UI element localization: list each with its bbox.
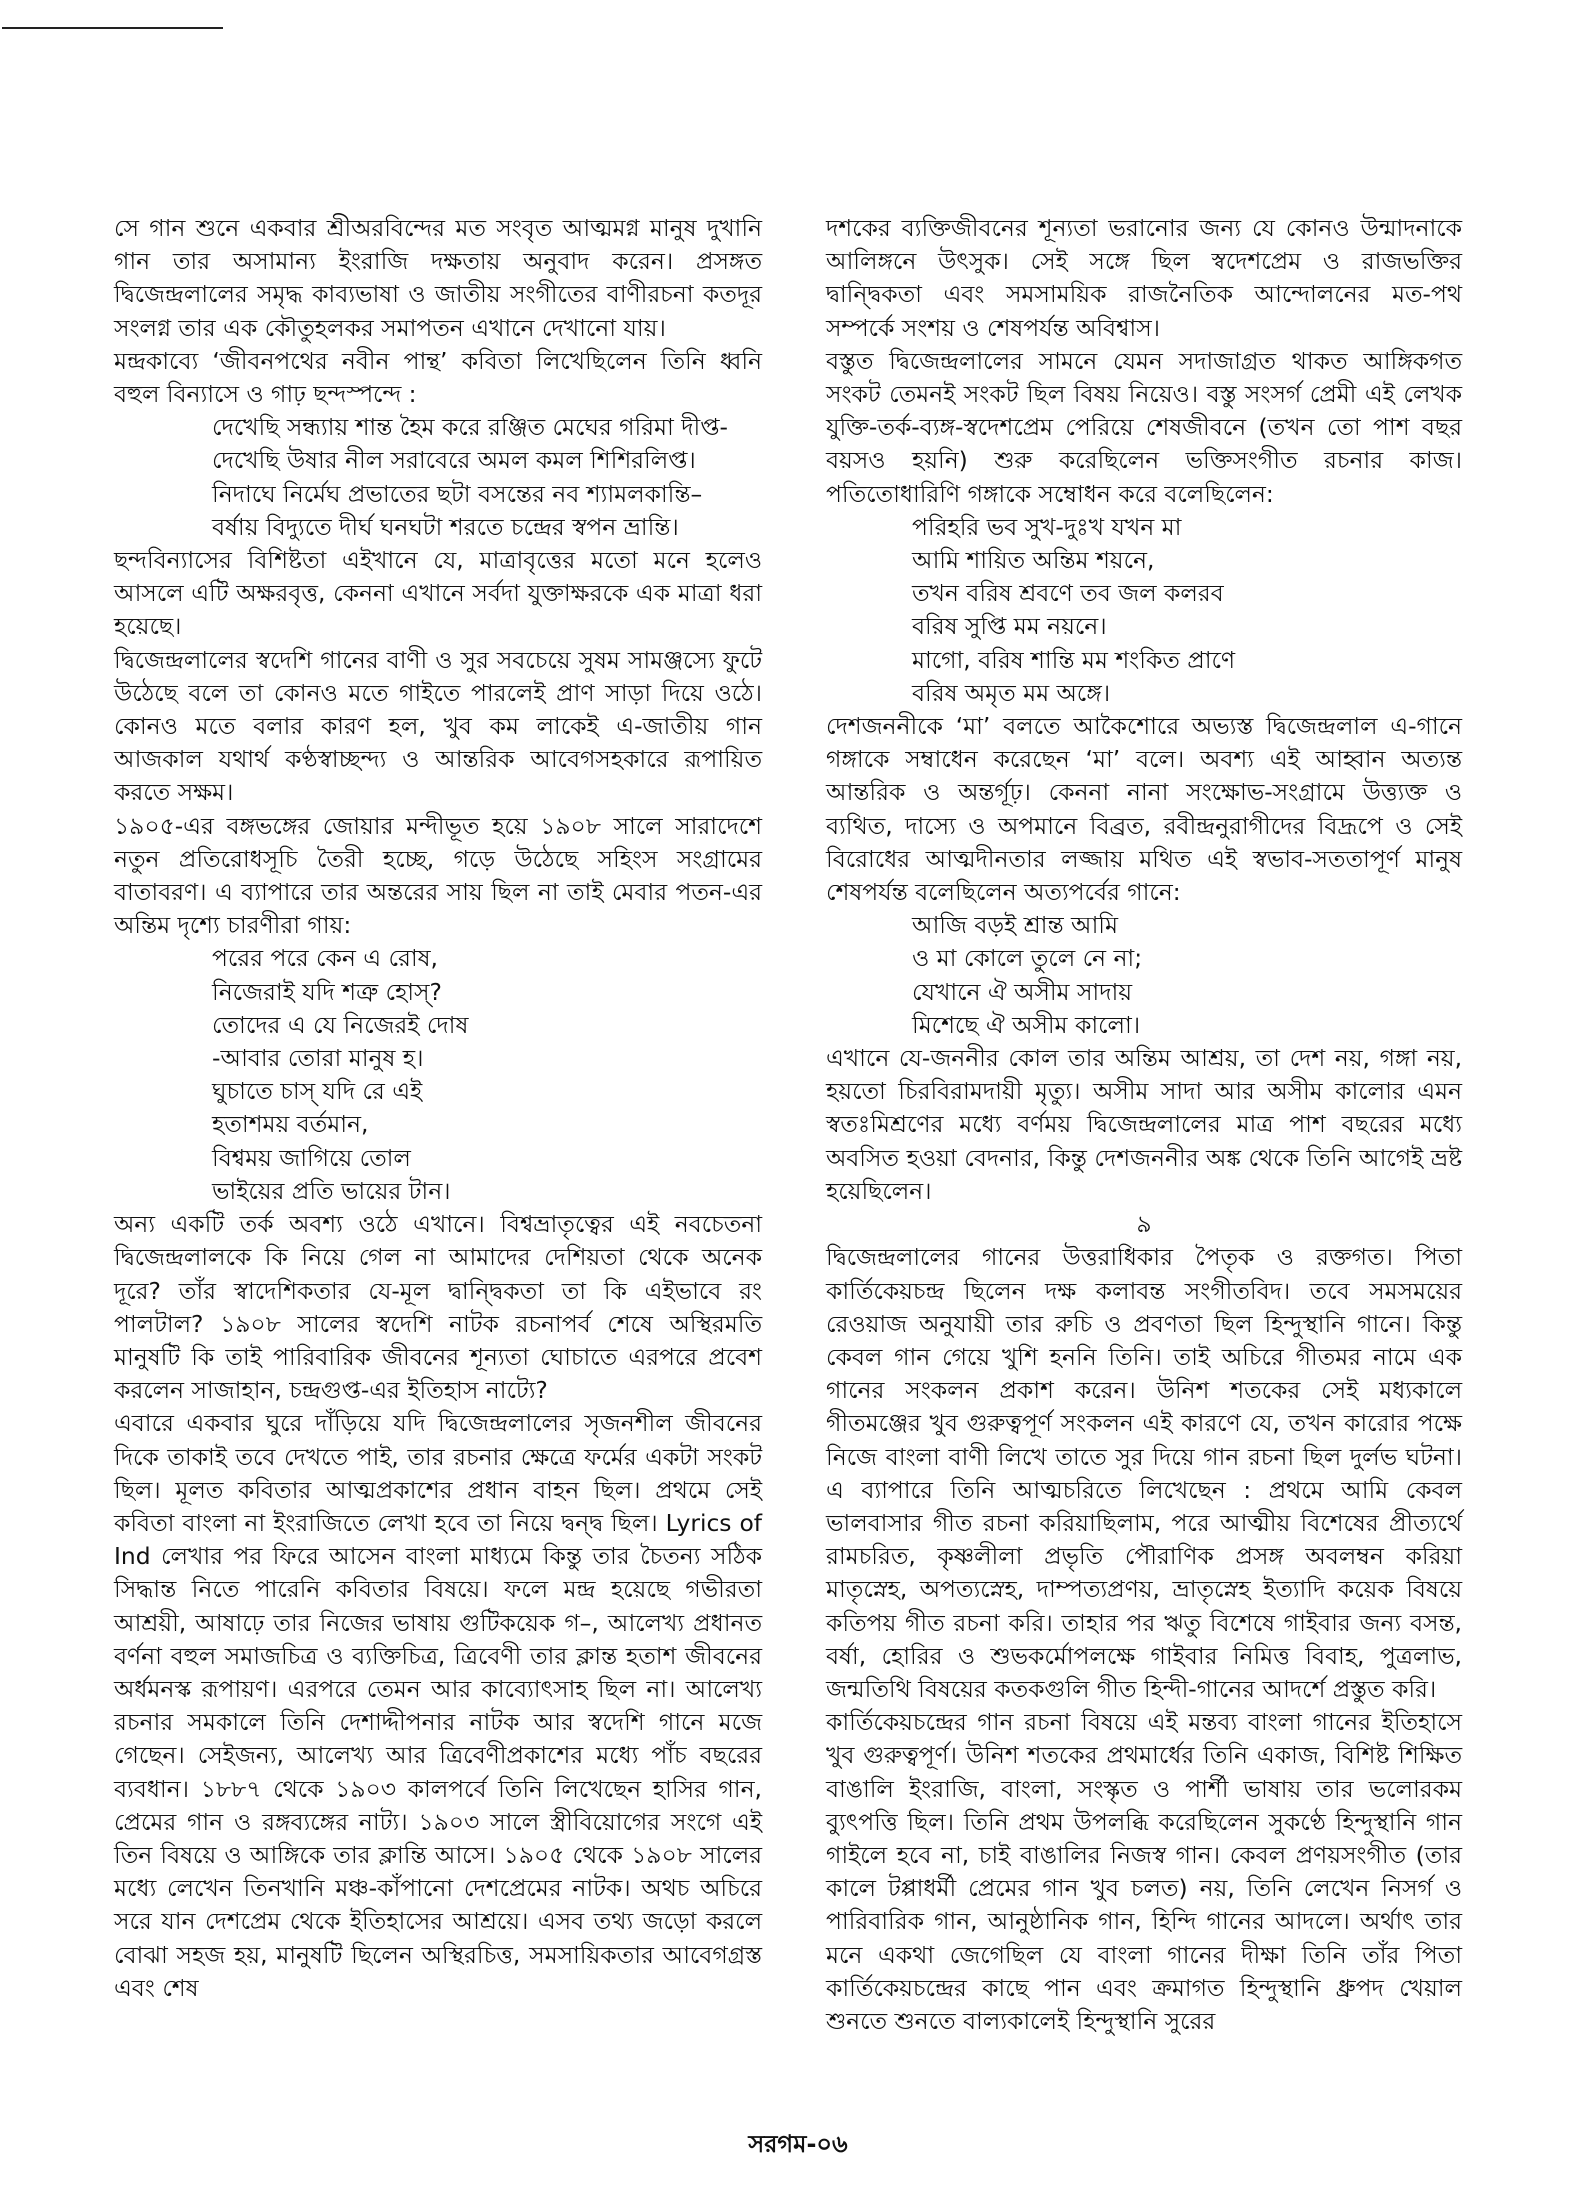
verse-line: আজি বড়ই শ্রান্ত আমি — [912, 911, 1118, 940]
verse-jibanpath — [114, 411, 762, 544]
verse-line: ভাইয়ের প্রতি ভায়ের টান। — [212, 1176, 451, 1205]
right-paragraph-6: কার্তিকেয়চন্দ্রের গান রচনা বিষয়ে এই মন্তব্য বাংলা গানের ইতিহাসে খুব গুরুত্বপূর্ণ। উনিশ শতকের প্রথমার্ধের তিনি একাজ, বিশিষ্ট শিক্ষিত বাঙালি ইংরাজি, বাংলা, সংস্কৃত ও পার্শী ভাষায় তার ভলোরকম ব্যুৎপত্তি ছিল। তিনি প্রথম উপলব্ধি করেছিলেন সুকণ্ঠে হিন্দুস্থানি গান গাইলে হবে না, চাই বাঙালির নিজস্ব গান। কেবল প্রণয়সংগীত (তার কালে টপ্পাধর্মী প্রেমের গান খুব চলত) নয়, তিনি লেখেন নিসর্গ ও পারিবারিক গান, আনুষ্ঠানিক গান, হিন্দি গানের আদলে। অর্থাৎ তার মনে একথা জেগেছিল যে বাংলা গানের দীক্ষা তিনি তাঁর পিতা কার্তিকেয়চন্দ্রের কাছে পান এবং ক্রমাগত হিন্দুস্থানি ধ্রুপদ খেয়াল শুনতে শুনতে বাল্যকালেই হিন্দুস্থানি সুরের — [826, 1708, 1462, 2035]
right-paragraph-3: দেশজননীকে ‘মা’ বলতে আকৈশোরে অভ্যস্ত দ্বিজেন্দ্রলাল এ-গানে গঙ্গাকে সম্বাধেন করেছেন ‘মা’ বলে। অবশ্য এই আহ্বান অত্যন্ত আন্তরিক ও অন্তর্গূঢ়। কেননা নানা সংক্ষোভ-সংগ্রামে উত্ত্যক্ত ও ব্যথিত, দাস্যে ও অপমানে বিব্রত, রবীন্দ্রনুরাগীদের বিদ্রূপে ও সেই বিরোধের আত্মদীনতার লজ্জায় মথিত এই স্বভাব-সততাপূর্ণ মানুষ শেষপর্যন্ত বলেছিলেন অত্যপর্বের গানে: — [826, 712, 1462, 907]
right-paragraph-5: দ্বিজেন্দ্রলালের গানের উত্তরাধিকার পৈতৃক ও রক্তগত। পিতা কার্তিকেয়চন্দ্র ছিলেন দক্ষ কলাবন্ত সংগীতবিদ। তবে সমসময়ের রেওয়াজ অনুযায়ী তার রুচি ও প্রবণতা ছিল হিন্দুস্থানি গানে। কিন্তু কেবল গান গেয়ে খুশি হননি তিনি। তাই অচিরে গীতমর নামে এক গানের সংকলন প্রকাশ করেন। উনিশ শতকের সেই মধ্যকালে গীতমঞ্জের খুব গুরুত্বপূর্ণ সংকলন এই কারণে যে, তখন কারোর পক্ষে নিজে বাংলা বাণী লিখে তাতে সুর দিয়ে গান রচনা ছিল দুর্লভ ঘটনা। এ ব্যাপারে তিনি আত্মচরিতে লিখেছেন : প্রথমে আমি কেবল ভালবাসার গীত রচনা করিয়াছিলাম, পরে আত্মীয় বিশেষের প্রীত্যর্থে রামচরিত, কৃষ্ণলীলা প্রভৃতি পৌরাণিক প্রসঙ্গ অবলম্বন করিয়া মাতৃস্নেহ, অপত্যস্নেহ, দাম্পত্যপ্রণয়, ভ্রাতৃস্নেহ ইত্যাদি কয়েক বিষয়ে কতিপয় গীত রচনা করি। তাহার পর ঋতু বিশেষে গাইবার জন্য বসন্ত, বর্ষা, হোরির ও শুভকর্মোপলক্ষে গাইবার নিমিত্ত বিবাহ, পুত্রলাভ, জন্মতিথি বিষয়ের কতকগুলি গীত হিন্দী-গানের আদর্শে প্রস্তুত করি। — [826, 1243, 1462, 1703]
left-paragraph-3: ছন্দবিন্যাসের বিশিষ্টতা এইখানে যে, মাত্রাবৃত্তের মতো মনে হলেও আসলে এটি অক্ষরবৃত্ত, কেননা এখানে সর্বদা যুক্তাক্ষরকে এক মাত্রা ধরা হয়েছে। — [114, 546, 762, 641]
verse-line: বর্ষায় বিদ্যুতে দীর্ঘ ঘনঘটা শরতে চন্দ্রের স্বপন ভ্রান্তি। — [212, 512, 679, 541]
verse-line: মাগো, বরিষ শান্তি মম শংকিত প্রাণে — [912, 645, 1236, 674]
verse-line: যেখানে ঐ অসীম সাদায় — [912, 977, 1133, 1006]
verse-line: পরের পরে কেন এ রোষ, — [212, 944, 438, 973]
right-paragraph-4: এখানে যে-জননীর কোল তার অন্তিম আশ্রয়, তা দেশ নয়, গঙ্গা নয়, হয়তো চিরবিরামদায়ী মৃত্যু। অসীম সাদা আর অসীম কালোর এমন স্বতঃমিশ্রণের মধ্যে বর্ণময় দ্বিজেন্দ্রলালের মাত্র পাশ বছরের মধ্যে অবসিত হওয়া বেদনার, কিন্তু দেশজননীর অঙ্ক থেকে তিনি আগেই ভ্রষ্ট হয়েছিলেন। — [826, 1044, 1462, 1205]
page-footer: সরগম-০৬ — [748, 2130, 848, 2158]
verse-line: নিদাঘে নির্মেঘ প্রভাতের ছটা বসন্তের নব শ্যামলকান্তি– — [212, 479, 703, 508]
verse-line: তখন বরিষ শ্রবণে তব জল কলরব — [912, 579, 1224, 608]
left-column — [114, 212, 762, 2005]
left-paragraph-6: অন্য একটি তর্ক অবশ্য ওঠে এখানে। বিশ্বভ্রাতৃত্বের এই নবচেতনা দ্বিজেন্দ্রলালকে কি নিয়ে গেল না আমাদের দেশিয়তা থেকে অনেক দূরে? তাঁর স্বাদেশিকতার যে-মূল দ্বান্দ্বিকতা তা কি এইভাবে রং পালটাল? ১৯০৮ সালের স্বদেশি নাটক রচনাপর্ব শেষে অস্থিরমতি মানুষটি কি তাই পারিবারিক জীবনের শূন্যতা ঘোচাতে এরপরে প্রবেশ করলেন সাজাহান, চন্দ্রগুপ্ত-এর ইতিহাস নাট্যে? — [114, 1210, 762, 1405]
verse-line: আমি শায়িত অন্তিম শয়নে, — [912, 546, 1155, 575]
left-paragraph-7: এবারে একবার ঘুরে দাঁড়িয়ে যদি দ্বিজেন্দ্রলালের সৃজনশীল জীবনের দিকে তাকাই তবে দেখতে পাই, তার রচনার ক্ষেত্রে ফর্মের একটা সংকট ছিল। মূলত কবিতার আত্মপ্রকাশের প্রধান বাহন ছিল। প্রথমে সেই কবিতা বাংলা না ইংরাজিতে লেখা হবে তা নিয়ে দ্বন্দ্ব ছিল। Lyrics of Ind লেখার পর ফিরে আসেন বাংলা মাধ্যমে কিন্তু তার চৈতন্য সঠিক সিদ্ধান্ত নিতে পারেনি কবিতার বিষয়ে। ফলে মন্দ্র হয়েছে গভীরতা আশ্রয়ী, আষাঢ়ে তার নিজের ভাষায় গুটিকয়েক গ–, আলেখ্য প্রধানত বর্ণনা বহুল সমাজচিত্র ও ব্যক্তিচিত্র, ত্রিবেণী তার ক্লান্ত হতাশ জীবনের অর্ধমনস্ক রূপায়ণ। এরপরে তেমন আর কাব্যোৎসাহ ছিল না। আলেখ্য রচনার সমকালে তিনি দেশাদ্দীপনার নাটক আর স্বদেশি গানে মজে গেছেন। সেইজন্য, আলেখ্য আর ত্রিবেণীপ্রকাশের মধ্যে পাঁচ বছরের ব্যবধান। ১৮৮৭ থেকে ১৯০৩ কালপর্বে তিনি লিখেছেন হাসির গান, প্রেমের গান ও রঙ্গব্যঙ্গের নাট্য। ১৯০৩ সালে স্ত্রীবিয়োগের সংগে এই তিন বিষয়ে ও আঙ্গিকে তার ক্লান্তি আসে। ১৯০৫ থেকে ১৯০৮ সালের মধ্যে লেখেন তিনখানি মঞ্চ-কাঁপানো দেশপ্রেমের নাটক। অথচ অচিরে সরে যান দেশপ্রেম থেকে ইতিহাসের আশ্রয়ে। এসব তথ্য জড়ো করলে বোঝা সহজ হয়, মানুষটি ছিলেন অস্থিরচিত্ত, সমসায়িকতার আবেগগ্রস্ত এবং শেষ — [114, 1409, 762, 2002]
section-number: ৯ — [1136, 1210, 1152, 1239]
right-paragraph-1: দশকের ব্যক্তিজীবনের শূন্যতা ভরানোর জন্য যে কোনও উন্মাদনাকে আলিঙ্গনে উৎসুক। সেই সঙ্গে ছিল স্বদেশপ্রেম ও রাজভক্তির দ্বান্দ্বিকতা এবং সমসাময়িক রাজনৈতিক আন্দোলনের মত-পথ সম্পর্কে সংশয় ও শেষপর্যন্ত অবিশ্বাস। — [826, 214, 1462, 342]
verse-line: দেখেছি সন্ধ্যায় শান্ত হৈম করে রঞ্জিত মেঘের গরিমা দীপ্ত- — [212, 413, 728, 442]
verse-line: বিশ্বময় জাগিয়ে তোল — [212, 1143, 411, 1172]
verse-ganga — [826, 511, 1462, 710]
verse-shranta — [826, 909, 1462, 1042]
left-paragraph-1: সে গান শুনে একবার শ্রীঅরবিন্দের মত সংবৃত আত্মমগ্ন মানুষ দুখানি গান তার অসামান্য ইংরাজি দক্ষতায় অনুবাদ করেন। প্রসঙ্গত দ্বিজেন্দ্রলালের সমৃদ্ধ কাব্যভাষা ও জাতীয় সংগীতের বাণীরচনা কতদূর সংলগ্ন তার এক কৌতুহলকর সমাপতন এখানে দেখানো যায়। — [114, 214, 762, 342]
right-column — [826, 212, 1462, 2038]
verse-line: দেখেছি উষার নীল সরাবেরে অমল কমল শিশিরলিপ্ত। — [212, 446, 696, 475]
verse-line: পরিহরি ভব সুখ-দুঃখ যখন মা — [912, 512, 1182, 541]
left-paragraph-2: মন্দ্রকাব্যে ‘জীবনপথের নবীন পান্থ’ কবিতা লিখেছিলেন তিনি ধ্বনি বহুল বিন্যাসে ও গাঢ় ছন্দস্পন্দে : — [114, 346, 762, 409]
verse-line: তোদের এ যে নিজেরই দোষ — [212, 1010, 469, 1039]
verse-line: -আবার তোরা মানুষ হ। — [212, 1044, 424, 1073]
left-paragraph-5: ১৯০৫-এর বঙ্গভঙ্গের জোয়ার মন্দীভূত হয়ে ১৯০৮ সালে সারাদেশে নতুন প্রতিরোধসূচি তৈরী হচ্ছে, গড়ে উঠেছে সহিংস সংগ্রামের বাতাবরণ। এ ব্যাপারে তার অন্তরের সায় ছিল না তাই মেবার পতন-এর অন্তিম দৃশ্যে চারণীরা গায়: — [114, 811, 762, 940]
verse-line: ও মা কোলে তুলে নে না; — [912, 944, 1143, 973]
verse-mebar-patan — [114, 942, 762, 1208]
right-paragraph-2: বস্তুত দ্বিজেন্দ্রলালের সামনে যেমন সদাজাগ্রত থাকত আঙ্গিকগত সংকট তেমনই সংকট ছিল বিষয় নিয়েও। বস্তু সংসর্গ প্রেমী এই লেখক যুক্তি-তর্ক-ব্যঙ্গ-স্বদেশপ্রেম পেরিয়ে শেষজীবনে (তখন তো পাশ বছর বয়সও হয়নি) শুরু করেছিলেন ভক্তিসংগীত রচনার কাজ। পতিতোধারিণি গঙ্গাকে সম্বোধন করে বলেছিলেন: — [826, 346, 1462, 508]
verse-line: মিশেছে ঐ অসীম কালো। — [912, 1010, 1141, 1039]
verse-line: নিজেরাই যদি শত্রু হোস্? — [212, 977, 442, 1006]
top-rule — [2, 27, 223, 29]
verse-line: বরিষ সুপ্তি মম নয়নে। — [912, 612, 1107, 641]
left-paragraph-4: দ্বিজেন্দ্রলালের স্বদেশি গানের বাণী ও সুর সবচেয়ে সুষম সামঞ্জস্যে ফুটে উঠেছে বলে তা কোনও মতে গাইতে পারলেই প্রাণ সাড়া দিয়ে ওঠে। কোনও মতে বলার কারণ হল, খুব কম লাকেই এ-জাতীয় গান আজকাল যথার্থ কণ্ঠস্বাচ্ছন্দ্য ও আন্তরিক আবেগসহকারে রূপায়িত করতে সক্ষম। — [114, 645, 762, 807]
verse-line: হতাশময় বর্তমান, — [212, 1110, 369, 1139]
verse-line: বরিষ অমৃত মম অঙ্গে। — [912, 678, 1111, 707]
verse-line: ঘুচাতে চাস্ যদি রে এই — [212, 1077, 423, 1106]
